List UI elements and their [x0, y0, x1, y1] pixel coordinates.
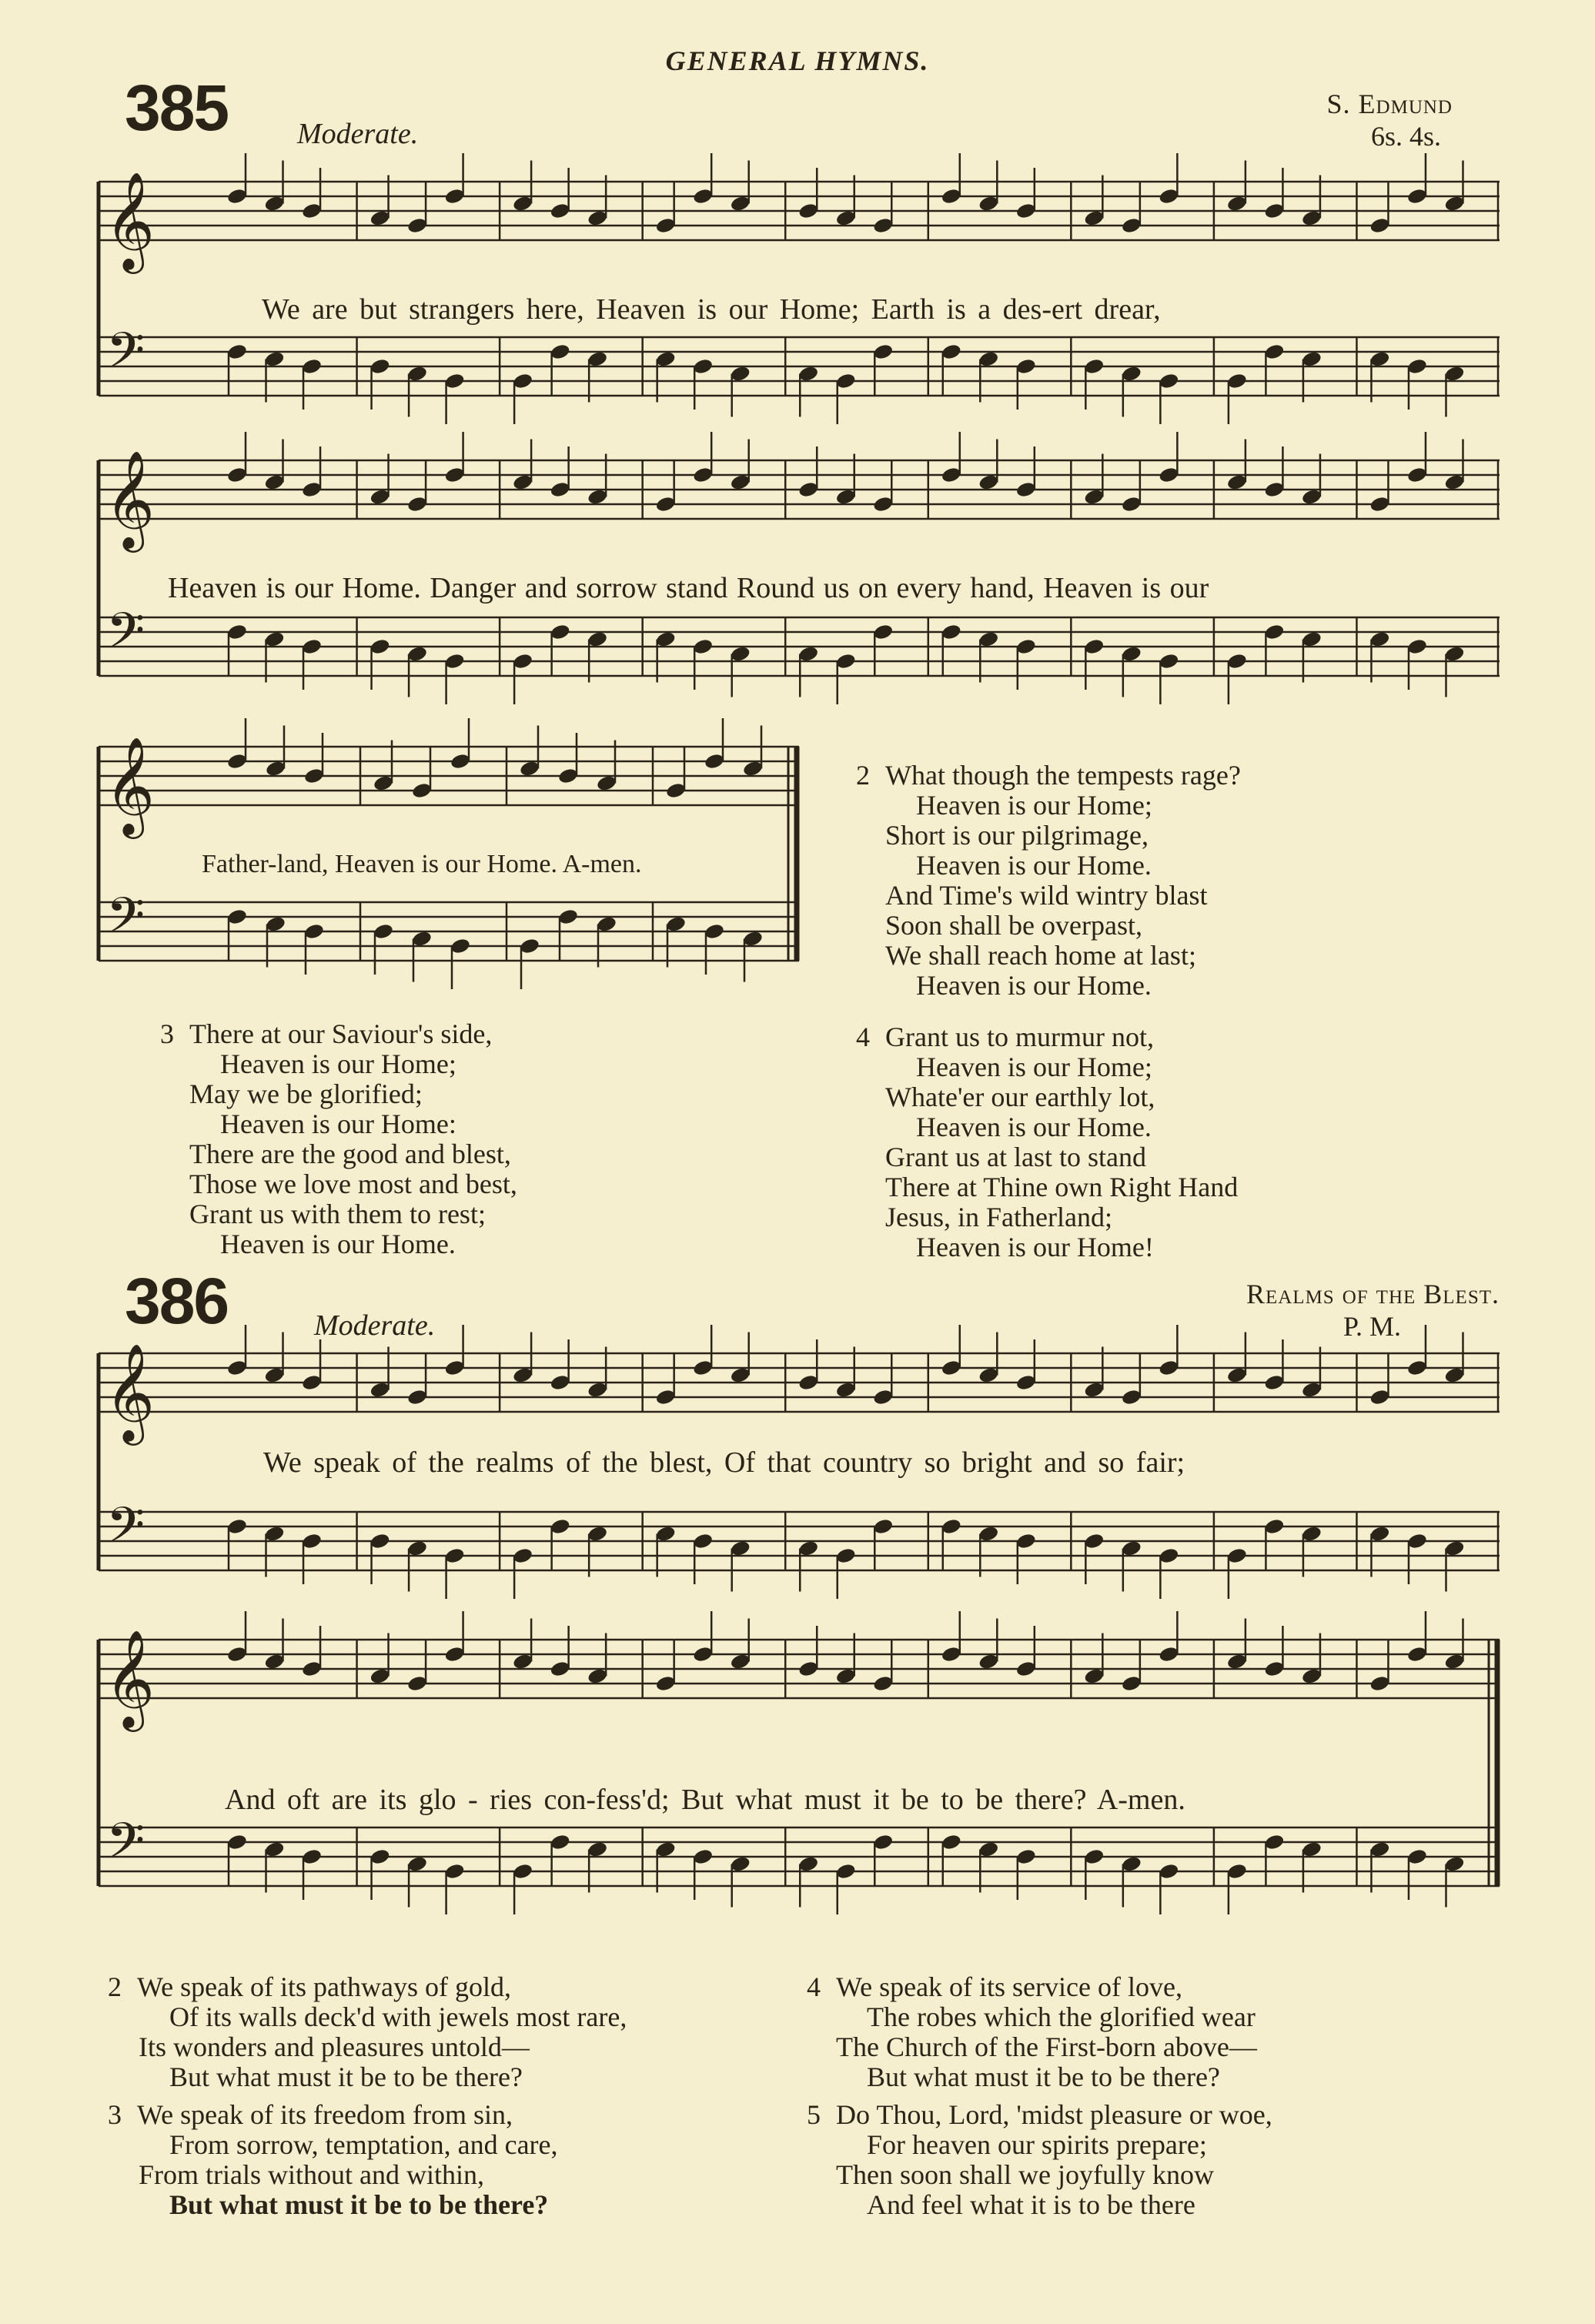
verse-line: Heaven is our Home;	[916, 790, 1152, 821]
verse-line: We speak of its service of love,	[836, 1971, 1182, 2002]
verse-line: Heaven is our Home;	[220, 1048, 456, 1079]
svg-text:𝄢: 𝄢	[106, 323, 145, 392]
verse-block	[108, 2100, 558, 2220]
verse-line: For heaven our spirits prepare;	[867, 2129, 1207, 2160]
meter: 6s. 4s.	[1370, 121, 1441, 152]
svg-text:𝄞: 𝄞	[105, 736, 155, 834]
verse-line: Heaven is our Home:	[220, 1108, 456, 1139]
verse-line: Heaven is our Home.	[916, 850, 1152, 881]
verse-number: 4	[807, 1971, 821, 2002]
verse-line: And feel what it is to be there	[867, 2189, 1195, 2220]
verse-line: And Time's wild wintry blast	[885, 880, 1208, 911]
verse-number: 3	[160, 1018, 174, 1049]
verse-line: Grant us at last to stand	[885, 1142, 1146, 1172]
verse-line: The robes which the glorified wear	[867, 2001, 1256, 2032]
verse-block	[856, 1022, 1238, 1262]
verse-line: We shall reach home at last;	[885, 940, 1196, 971]
lyric-line: We are but strangers here, Heaven is our Home; Earth is a des-ert drear,	[262, 293, 1161, 326]
verse-number: 4	[856, 1022, 870, 1052]
hymn-number: 386	[125, 1265, 229, 1337]
hymn-number: 385	[125, 72, 229, 144]
verse-number: 5	[807, 2099, 821, 2130]
svg-text:𝄢: 𝄢	[106, 603, 145, 672]
verse-line: From trials without and within,	[139, 2159, 484, 2190]
verse-block	[807, 2100, 1272, 2220]
verse-line: Its wonders and pleasures untold—	[139, 2031, 530, 2062]
verse-line: Grant us to murmur not,	[885, 1022, 1154, 1052]
verse-line: May we be glorified;	[189, 1078, 423, 1109]
music-system	[99, 1343, 1500, 1623]
verse-line: Heaven is our Home.	[220, 1229, 456, 1259]
verse-line: Heaven is our Home.	[916, 1112, 1152, 1142]
svg-text:𝄢: 𝄢	[106, 1497, 145, 1567]
verse-line: Jesus, in Fatherland;	[885, 1202, 1112, 1232]
verse-line: Heaven is our Home!	[916, 1232, 1154, 1262]
verse-line: We speak of its freedom from sin,	[137, 2099, 513, 2130]
tempo-marking: Moderate.	[314, 1309, 436, 1342]
svg-text:𝄞: 𝄞	[105, 1629, 155, 1727]
page-header: GENERAL HYMNS.	[665, 45, 930, 76]
lyric-line: We speak of the realms of the blest, Of that country so bright and so fair;	[263, 1446, 1185, 1479]
tune-name: Realms of the Blest.	[1246, 1279, 1500, 1309]
verse-line: Grant us with them to rest;	[189, 1199, 486, 1229]
verse-line: What though the tempests rage?	[885, 760, 1241, 791]
verse-line: We speak of its pathways of gold,	[137, 1971, 511, 2002]
svg-text:𝄞: 𝄞	[105, 450, 155, 548]
verse-line: There are the good and blest,	[189, 1139, 511, 1169]
verse-line: There at Thine own Right Hand	[885, 1172, 1239, 1202]
svg-text:𝄞: 𝄞	[105, 171, 155, 269]
verse-line: But what must it be to be there?	[169, 2189, 549, 2220]
verse-line: Heaven is our Home.	[916, 970, 1152, 1001]
tune-name: S. Edmund	[1326, 89, 1453, 119]
meter: P. M.	[1343, 1311, 1401, 1342]
verse-line: There at our Saviour's side,	[189, 1018, 493, 1049]
svg-text:𝄢: 𝄢	[106, 1813, 145, 1882]
verse-number: 2	[108, 1971, 122, 2002]
svg-text:𝄞: 𝄞	[105, 1343, 155, 1441]
verse-block	[856, 761, 1241, 1001]
verse-line: Those we love most and best,	[189, 1169, 517, 1199]
lyric-line: And oft are its glo - ries con-fess'd; But what must it be to be there? A-men.	[225, 1784, 1185, 1816]
verse-line: But what must it be to be there?	[169, 2062, 523, 2092]
lyric-line: Father-land, Heaven is our Home. A-men.	[202, 850, 642, 878]
verse-number: 3	[108, 2099, 122, 2130]
verse-line: Short is our pilgrimage,	[885, 820, 1149, 851]
verse-block	[807, 1972, 1257, 2092]
verse-block	[108, 1972, 627, 2092]
verse-block	[160, 1019, 517, 1259]
tempo-marking: Moderate.	[297, 118, 419, 150]
verse-line: Heaven is our Home;	[916, 1052, 1152, 1082]
verse-line: Soon shall be overpast,	[885, 910, 1142, 941]
verse-line: Do Thou, Lord, 'midst pleasure or woe,	[836, 2099, 1272, 2130]
verse-line: Of its walls deck'd with jewels most rare,	[169, 2001, 627, 2032]
music-system	[99, 1629, 1500, 1924]
verse-line: Whate'er our earthly lot,	[885, 1082, 1155, 1112]
svg-text:𝄢: 𝄢	[106, 888, 145, 957]
verse-number: 2	[856, 760, 870, 791]
verse-line: Then soon shall we joyfully know	[836, 2159, 1214, 2190]
verse-line: From sorrow, temptation, and care,	[169, 2129, 558, 2160]
verse-line: The Church of the First-born above—	[836, 2031, 1257, 2062]
verse-line: But what must it be to be there?	[867, 2062, 1220, 2092]
lyric-line: Heaven is our Home. Danger and sorrow stand Round us on every hand, Heaven is our	[168, 572, 1209, 604]
